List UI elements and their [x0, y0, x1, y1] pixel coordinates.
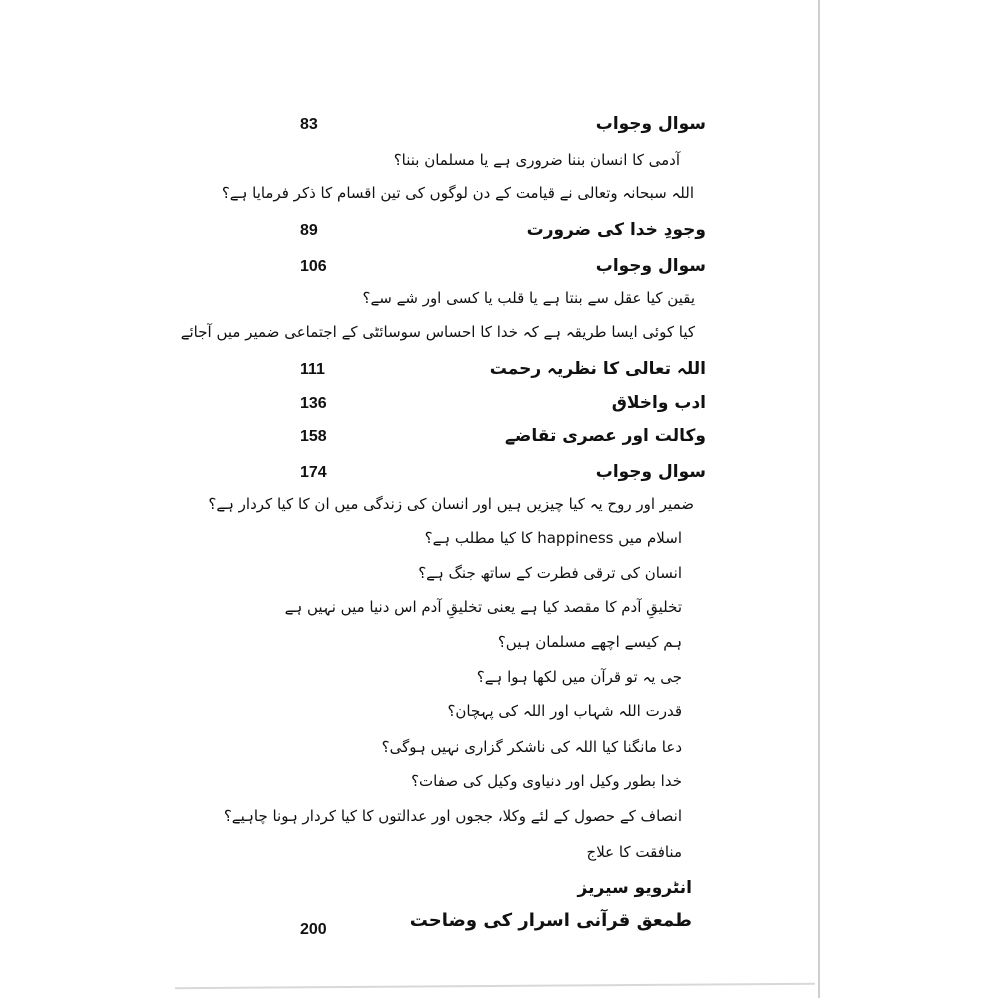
toc-subitem: قدرت اللہ شہاب اور اللہ کی پہچان؟ [447, 702, 682, 720]
toc-heading-existence-of-god: وجودِ خدا کی ضرورت [526, 220, 706, 240]
toc-subitem: جی یہ تو قرآن میں لکھا ہوا ہے؟ [476, 668, 682, 686]
toc-subitem: کیا کوئی ایسا طریقہ ہے کہ خدا کا احساس سوسائٹی کے اجتماعی ضمیر میں آجائے [180, 323, 695, 341]
toc-page-number-136: 136 [300, 395, 327, 412]
toc-heading-qa-1: سوال وجواب [595, 114, 706, 134]
toc-subitem: اللہ سبحانہ وتعالی نے قیامت کے دن لوگوں کی تین اقسام کا ذکر فرمایا ہے؟ [221, 184, 694, 202]
toc-page-number-106: 106 [300, 258, 327, 275]
toc-page-number-89: 89 [300, 222, 318, 239]
toc-page-number-111: 111 [300, 361, 325, 378]
toc-heading-qa-3: سوال وجواب [595, 462, 706, 482]
toc-heading-advocacy: وکالت اور عصری تقاضے [504, 426, 706, 446]
toc-page-number-200: 200 [300, 921, 327, 938]
toc-subitem: ضمیر اور روح یہ کیا چیزیں ہیں اور انسان کی زندگی میں ان کا کیا کردار ہے؟ [208, 495, 694, 513]
toc-subitem: اسلام میں happiness کا کیا مطلب ہے؟ [424, 529, 682, 547]
toc-subitem: منافقت کا علاج [586, 843, 682, 861]
toc-subitem: انسان کی ترقی فطرت کے ساتھ جنگ ہے؟ [418, 564, 682, 582]
toc-page-number-174: 174 [300, 464, 327, 481]
toc-heading-ethics: ادب واخلاق [611, 393, 706, 413]
toc-subitem: تخلیقِ آدم کا مقصد کیا ہے یعنی تخلیقِ آدم اس دنیا میں نہیں ہے [284, 598, 682, 616]
page-edge-right [818, 0, 820, 998]
toc-subitem: آدمی کا انسان بننا ضروری ہے یا مسلمان بننا؟ [393, 151, 680, 169]
toc-subitem: یقین کیا عقل سے بنتا ہے یا قلب یا کسی اور شے سے؟ [362, 289, 695, 307]
toc-subitem: ہم کیسے اچھے مسلمان ہیں؟ [497, 633, 682, 651]
toc-subitem: انصاف کے حصول کے لئے وکلا، ججوں اور عدالتوں کا کیا کردار ہونا چاہیے؟ [223, 807, 682, 825]
page-edge-bottom [175, 983, 815, 989]
toc-subitem: دعا مانگنا کیا اللہ کی ناشکر گزاری نہیں ہوگی؟ [381, 738, 682, 756]
toc-page-number-83: 83 [300, 116, 318, 133]
toc-heading-qa-2: سوال وجواب [595, 256, 706, 276]
toc-heading-quranic-secrets: طمعق قرآنی اسرار کی وضاحت [409, 910, 692, 931]
toc-subitem: خدا بطور وکیل اور دنیاوی وکیل کی صفات؟ [411, 772, 682, 790]
toc-page-number-158: 158 [300, 428, 327, 445]
toc-heading-mercy: اللہ تعالی کا نظریہ رحمت [489, 359, 706, 379]
toc-heading-interview-series: انٹرویو سیریز [577, 878, 692, 898]
